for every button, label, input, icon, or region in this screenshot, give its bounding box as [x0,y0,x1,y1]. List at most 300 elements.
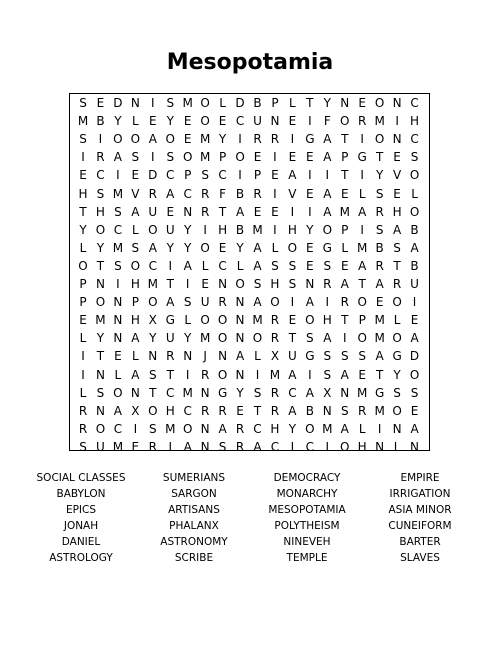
grid-letter[interactable]: I [81,150,85,165]
grid-letter[interactable]: E [306,150,314,165]
grid-letter[interactable]: P [341,150,349,165]
grid-letter[interactable]: I [273,186,277,201]
grid-letter[interactable]: L [184,313,192,328]
grid-letter[interactable]: R [218,295,227,310]
grid-letter[interactable]: R [235,421,245,436]
grid-letter[interactable]: I [290,439,295,454]
grid-letter[interactable]: S [288,277,297,291]
grid-letter[interactable]: E [375,295,384,310]
grid-letter[interactable]: B [96,114,105,129]
grid-letter[interactable]: H [130,313,140,328]
grid-letter[interactable]: G [322,240,332,255]
grid-letter[interactable]: T [149,385,157,400]
grid-letter[interactable]: A [183,258,192,273]
grid-letter[interactable]: A [148,240,157,255]
grid-letter[interactable]: S [306,331,314,346]
grid-letter[interactable]: Y [79,222,87,237]
grid-letter[interactable]: N [113,295,123,310]
grid-letter[interactable]: E [149,114,157,129]
grid-letter[interactable]: E [79,313,87,328]
grid-letter[interactable]: P [218,150,227,165]
grid-letter[interactable]: T [79,204,87,219]
grid-letter[interactable]: E [201,277,209,291]
grid-letter[interactable]: L [341,240,349,255]
grid-letter[interactable]: S [323,349,332,364]
grid-letter[interactable]: L [358,186,366,201]
grid-letter[interactable]: H [78,186,88,201]
grid-letter[interactable]: D [148,168,158,183]
grid-letter[interactable]: N [218,349,228,364]
grid-letter[interactable]: N [392,132,402,147]
grid-letter[interactable]: E [79,168,87,183]
grid-letter[interactable]: I [412,295,417,310]
grid-letter[interactable]: C [270,439,280,454]
grid-letter[interactable]: L [79,331,87,346]
grid-letter[interactable]: C [148,258,157,273]
grid-letter[interactable]: M [374,331,385,346]
grid-letter[interactable]: T [341,168,349,183]
grid-letter[interactable]: Y [288,421,297,436]
grid-letter[interactable]: L [393,313,401,328]
grid-letter[interactable]: N [218,277,228,291]
grid-letter[interactable]: A [253,240,262,255]
grid-letter[interactable]: I [185,367,190,382]
grid-letter[interactable]: O [165,132,175,147]
grid-letter[interactable]: A [131,331,140,346]
grid-letter[interactable]: P [184,168,192,183]
grid-letter[interactable]: I [255,367,260,382]
grid-letter[interactable]: I [151,150,155,165]
grid-letter[interactable]: S [96,186,105,201]
grid-letter[interactable]: O [305,313,315,328]
grid-letter[interactable]: O [130,258,141,273]
grid-letter[interactable]: M [112,186,124,201]
grid-letter[interactable]: R [235,439,245,454]
grid-letter[interactable]: S [201,168,209,183]
grid-letter[interactable]: O [322,222,333,237]
grid-letter[interactable]: Y [114,114,122,129]
grid-letter[interactable]: L [132,114,139,129]
grid-letter[interactable]: E [131,439,140,454]
grid-letter[interactable]: I [98,132,103,147]
grid-letter[interactable]: H [410,114,420,129]
grid-letter[interactable]: A [323,204,332,219]
grid-letter[interactable]: C [166,385,175,400]
grid-letter[interactable]: O [217,331,228,346]
grid-letter[interactable]: H [270,421,280,436]
grid-letter[interactable]: M [322,421,333,436]
grid-letter[interactable]: L [219,96,226,110]
grid-letter[interactable]: M [165,421,176,436]
grid-letter[interactable]: X [148,313,157,328]
grid-letter[interactable]: L [236,258,244,273]
grid-letter[interactable]: E [114,349,122,364]
grid-letter[interactable]: O [340,439,350,454]
grid-letter[interactable]: S [131,150,140,165]
grid-letter[interactable]: S [166,150,175,165]
grid-letter[interactable]: M [182,385,193,400]
grid-letter[interactable]: H [95,204,105,219]
grid-letter[interactable]: X [131,403,140,418]
grid-letter[interactable]: D [113,96,123,110]
grid-letter[interactable]: Y [96,240,105,255]
grid-letter[interactable]: R [78,403,88,418]
grid-letter[interactable]: Y [375,168,384,183]
grid-letter[interactable]: U [287,349,297,364]
grid-letter[interactable]: Y [306,222,314,237]
grid-letter[interactable]: B [235,222,245,237]
grid-letter[interactable]: T [306,96,314,110]
grid-letter[interactable]: R [78,421,88,436]
grid-letter[interactable]: E [340,258,349,273]
grid-letter[interactable]: E [288,114,297,129]
grid-letter[interactable]: R [270,313,280,328]
grid-letter[interactable]: E [306,258,314,273]
grid-letter[interactable]: T [218,204,227,219]
grid-letter[interactable]: S [79,439,87,454]
grid-letter[interactable]: T [96,258,105,273]
grid-letter[interactable]: C [410,132,419,147]
grid-letter[interactable]: T [341,313,349,328]
grid-letter[interactable]: N [392,96,402,110]
grid-letter[interactable]: I [81,349,85,364]
grid-letter[interactable]: F [219,186,227,201]
grid-letter[interactable]: T [253,403,262,418]
grid-letter[interactable]: P [253,168,262,183]
grid-letter[interactable]: A [305,385,314,400]
grid-letter[interactable]: R [392,277,402,291]
grid-letter[interactable]: E [271,204,279,219]
grid-letter[interactable]: I [238,168,242,183]
grid-letter[interactable]: M [374,403,385,418]
grid-letter[interactable]: Y [149,331,157,346]
grid-letter[interactable]: R [253,132,262,147]
grid-letter[interactable]: L [79,240,87,255]
grid-letter[interactable]: N [235,367,245,382]
grid-letter[interactable]: R [200,186,210,201]
grid-letter[interactable]: H [270,277,280,291]
grid-letter[interactable]: O [200,114,210,129]
grid-letter[interactable]: L [79,385,87,400]
grid-letter[interactable]: E [218,240,227,255]
grid-letter[interactable]: A [305,295,314,310]
grid-letter[interactable]: O [182,150,193,165]
grid-letter[interactable]: P [358,313,366,328]
grid-letter[interactable]: N [113,331,123,346]
grid-letter[interactable]: A [166,186,175,201]
grid-letter[interactable]: I [151,96,155,110]
grid-letter[interactable]: T [166,367,174,382]
grid-letter[interactable]: I [203,222,207,237]
grid-letter[interactable]: G [392,349,402,364]
grid-letter[interactable]: A [323,150,332,165]
grid-letter[interactable]: I [377,421,382,436]
grid-letter[interactable]: R [270,385,280,400]
grid-letter[interactable]: E [218,114,227,129]
grid-letter[interactable]: C [113,421,123,436]
grid-letter[interactable]: N [235,295,245,310]
grid-letter[interactable]: R [375,204,384,219]
grid-letter[interactable]: L [358,421,366,436]
grid-letter[interactable]: N [113,313,123,328]
grid-letter[interactable]: O [217,367,228,382]
grid-letter[interactable]: E [288,313,297,328]
grid-letter[interactable]: M [357,385,368,400]
grid-letter[interactable]: H [392,204,402,219]
grid-letter[interactable]: N [200,439,210,454]
grid-letter[interactable]: X [270,349,280,364]
grid-letter[interactable]: O [78,258,88,273]
grid-letter[interactable]: T [288,331,297,346]
grid-letter[interactable]: S [79,132,87,147]
grid-letter[interactable]: R [358,403,367,418]
grid-letter[interactable]: S [253,385,262,400]
grid-letter[interactable]: A [113,150,122,165]
grid-letter[interactable]: S [323,367,332,382]
grid-letter[interactable]: I [360,222,364,237]
grid-letter[interactable]: E [358,367,366,382]
grid-letter[interactable]: M [77,114,89,129]
grid-letter[interactable]: I [133,421,138,436]
grid-letter[interactable]: A [340,277,349,291]
grid-letter[interactable]: E [131,168,140,183]
grid-letter[interactable]: A [392,222,402,237]
grid-letter[interactable]: A [358,204,367,219]
grid-letter[interactable]: T [375,150,384,165]
grid-letter[interactable]: I [308,114,312,129]
grid-letter[interactable]: U [200,295,210,310]
grid-letter[interactable]: N [200,421,210,436]
grid-letter[interactable]: O [305,421,315,436]
grid-letter[interactable]: T [96,349,105,364]
grid-letter[interactable]: C [96,168,105,183]
grid-letter[interactable]: L [114,367,122,382]
grid-letter[interactable]: A [166,295,175,310]
grid-letter[interactable]: A [131,367,140,382]
grid-letter[interactable]: U [165,331,175,346]
grid-letter[interactable]: C [288,385,297,400]
grid-letter[interactable]: L [132,349,139,364]
grid-letter[interactable]: N [95,277,105,291]
grid-letter[interactable]: O [113,385,123,400]
grid-letter[interactable]: S [375,222,384,237]
grid-letter[interactable]: S [410,150,419,165]
grid-letter[interactable]: A [253,258,262,273]
grid-letter[interactable]: N [183,204,193,219]
grid-letter[interactable]: A [113,403,122,418]
grid-letter[interactable]: O [200,240,210,255]
grid-letter[interactable]: J [203,349,207,364]
grid-letter[interactable]: D [235,96,245,110]
grid-letter[interactable]: T [375,367,384,382]
grid-letter[interactable]: U [410,277,419,291]
grid-letter[interactable]: S [358,349,366,364]
grid-letter[interactable]: N [270,114,280,129]
grid-letter[interactable]: I [290,132,295,147]
grid-letter[interactable]: E [410,313,419,328]
grid-letter[interactable]: I [185,277,190,291]
grid-letter[interactable]: O [252,331,263,346]
grid-letter[interactable]: H [218,222,228,237]
grid-letter[interactable]: R [270,132,280,147]
grid-letter[interactable]: E [393,186,401,201]
grid-letter[interactable]: A [410,240,419,255]
grid-letter[interactable]: N [410,439,420,454]
grid-letter[interactable]: N [130,385,140,400]
grid-letter[interactable]: B [305,403,314,418]
grid-letter[interactable]: I [360,168,364,183]
grid-letter[interactable]: N [235,313,245,328]
grid-letter[interactable]: A [183,439,192,454]
grid-letter[interactable]: A [323,331,332,346]
grid-letter[interactable]: Y [323,96,331,110]
grid-letter[interactable]: G [357,150,367,165]
grid-letter[interactable]: C [218,258,227,273]
grid-letter[interactable]: I [308,204,312,219]
grid-letter[interactable]: S [148,367,157,382]
grid-letter[interactable]: L [271,240,279,255]
grid-letter[interactable]: M [339,204,350,219]
grid-letter[interactable]: O [235,277,245,291]
grid-letter[interactable]: C [218,168,227,183]
grid-letter[interactable]: R [96,150,105,165]
grid-letter[interactable]: T [358,277,366,291]
grid-letter[interactable]: S [340,403,349,418]
grid-letter[interactable]: O [182,421,193,436]
grid-letter[interactable]: S [148,421,157,436]
grid-letter[interactable]: I [273,150,277,165]
grid-letter[interactable]: S [131,240,140,255]
grid-letter[interactable]: G [305,349,315,364]
grid-letter[interactable]: N [200,385,210,400]
grid-letter[interactable]: O [113,132,123,147]
grid-letter[interactable]: G [374,385,385,400]
grid-letter[interactable]: G [217,385,228,400]
grid-letter[interactable]: N [322,403,332,418]
grid-letter[interactable]: P [79,295,87,310]
grid-letter[interactable]: A [323,186,332,201]
grid-letter[interactable]: O [374,132,385,147]
grid-letter[interactable]: O [409,204,420,219]
grid-letter[interactable]: R [270,403,280,418]
grid-letter[interactable]: E [358,96,366,110]
grid-letter[interactable]: A [340,367,349,382]
grid-letter[interactable]: R [200,204,210,219]
grid-letter[interactable]: Y [236,240,244,255]
grid-letter[interactable]: U [165,222,175,237]
grid-letter[interactable]: S [218,439,227,454]
grid-letter[interactable]: V [131,186,140,201]
grid-letter[interactable]: M [269,367,281,382]
grid-letter[interactable]: I [360,132,364,147]
grid-letter[interactable]: G [305,132,315,147]
grid-letter[interactable]: P [341,222,349,237]
grid-letter[interactable]: S [96,385,105,400]
grid-letter[interactable]: D [409,349,420,364]
grid-letter[interactable]: M [252,313,263,328]
grid-letter[interactable]: S [375,186,384,201]
grid-letter[interactable]: I [238,132,242,147]
grid-letter[interactable]: N [305,277,315,291]
grid-letter[interactable]: M [182,96,193,110]
grid-letter[interactable]: O [392,295,402,310]
grid-letter[interactable]: I [308,168,312,183]
grid-letter[interactable]: B [410,258,419,273]
grid-letter[interactable]: A [288,403,297,418]
grid-letter[interactable]: E [306,186,314,201]
grid-letter[interactable]: L [393,439,401,454]
grid-letter[interactable]: R [323,277,332,291]
grid-letter[interactable]: Y [393,367,401,382]
grid-letter[interactable]: G [165,313,175,328]
grid-letter[interactable]: U [253,114,262,129]
grid-letter[interactable]: M [374,114,385,129]
grid-letter[interactable]: M [147,277,158,291]
grid-letter[interactable]: E [253,150,262,165]
grid-letter[interactable]: M [374,313,385,328]
grid-letter[interactable]: R [253,186,262,201]
grid-letter[interactable]: O [409,168,420,183]
grid-letter[interactable]: O [270,295,280,310]
grid-letter[interactable]: O [357,331,367,346]
grid-letter[interactable]: C [166,168,175,183]
grid-letter[interactable]: I [81,367,85,382]
grid-letter[interactable]: I [325,168,330,183]
grid-letter[interactable]: I [273,222,277,237]
grid-letter[interactable]: A [148,132,157,147]
grid-letter[interactable]: B [410,222,419,237]
grid-letter[interactable]: Y [184,240,192,255]
grid-letter[interactable]: A [375,349,384,364]
grid-letter[interactable]: R [270,331,280,346]
grid-letter[interactable]: Y [166,114,174,129]
grid-letter[interactable]: I [325,439,330,454]
grid-letter[interactable]: H [287,222,297,237]
grid-letter[interactable]: B [235,186,245,201]
grid-letter[interactable]: C [183,186,192,201]
grid-letter[interactable]: N [130,96,140,110]
grid-letter[interactable]: A [358,258,367,273]
grid-letter[interactable]: E [288,150,297,165]
grid-letter[interactable]: C [410,96,419,110]
grid-letter[interactable]: O [95,295,106,310]
grid-letter[interactable]: C [235,114,245,129]
grid-letter[interactable]: M [95,313,106,328]
grid-letter[interactable]: O [217,313,228,328]
grid-letter[interactable]: A [410,421,419,436]
grid-letter[interactable]: M [199,331,211,346]
grid-letter[interactable]: S [79,96,87,110]
grid-letter[interactable]: M [252,222,263,237]
grid-letter[interactable]: T [166,277,174,291]
grid-letter[interactable]: I [395,114,399,129]
grid-letter[interactable]: U [96,439,105,454]
grid-letter[interactable]: O [95,222,106,237]
grid-letter[interactable]: E [306,240,314,255]
grid-letter[interactable]: I [116,168,120,183]
grid-letter[interactable]: A [235,349,245,364]
grid-letter[interactable]: S [114,258,122,273]
grid-letter[interactable]: N [95,367,105,382]
grid-letter[interactable]: R [200,403,210,418]
grid-letter[interactable]: R [218,403,227,418]
grid-letter[interactable]: O [200,313,210,328]
grid-letter[interactable]: B [253,96,262,110]
grid-letter[interactable]: Y [218,132,227,147]
grid-letter[interactable]: Y [96,331,105,346]
grid-letter[interactable]: O [374,96,385,110]
grid-letter[interactable]: E [236,403,244,418]
